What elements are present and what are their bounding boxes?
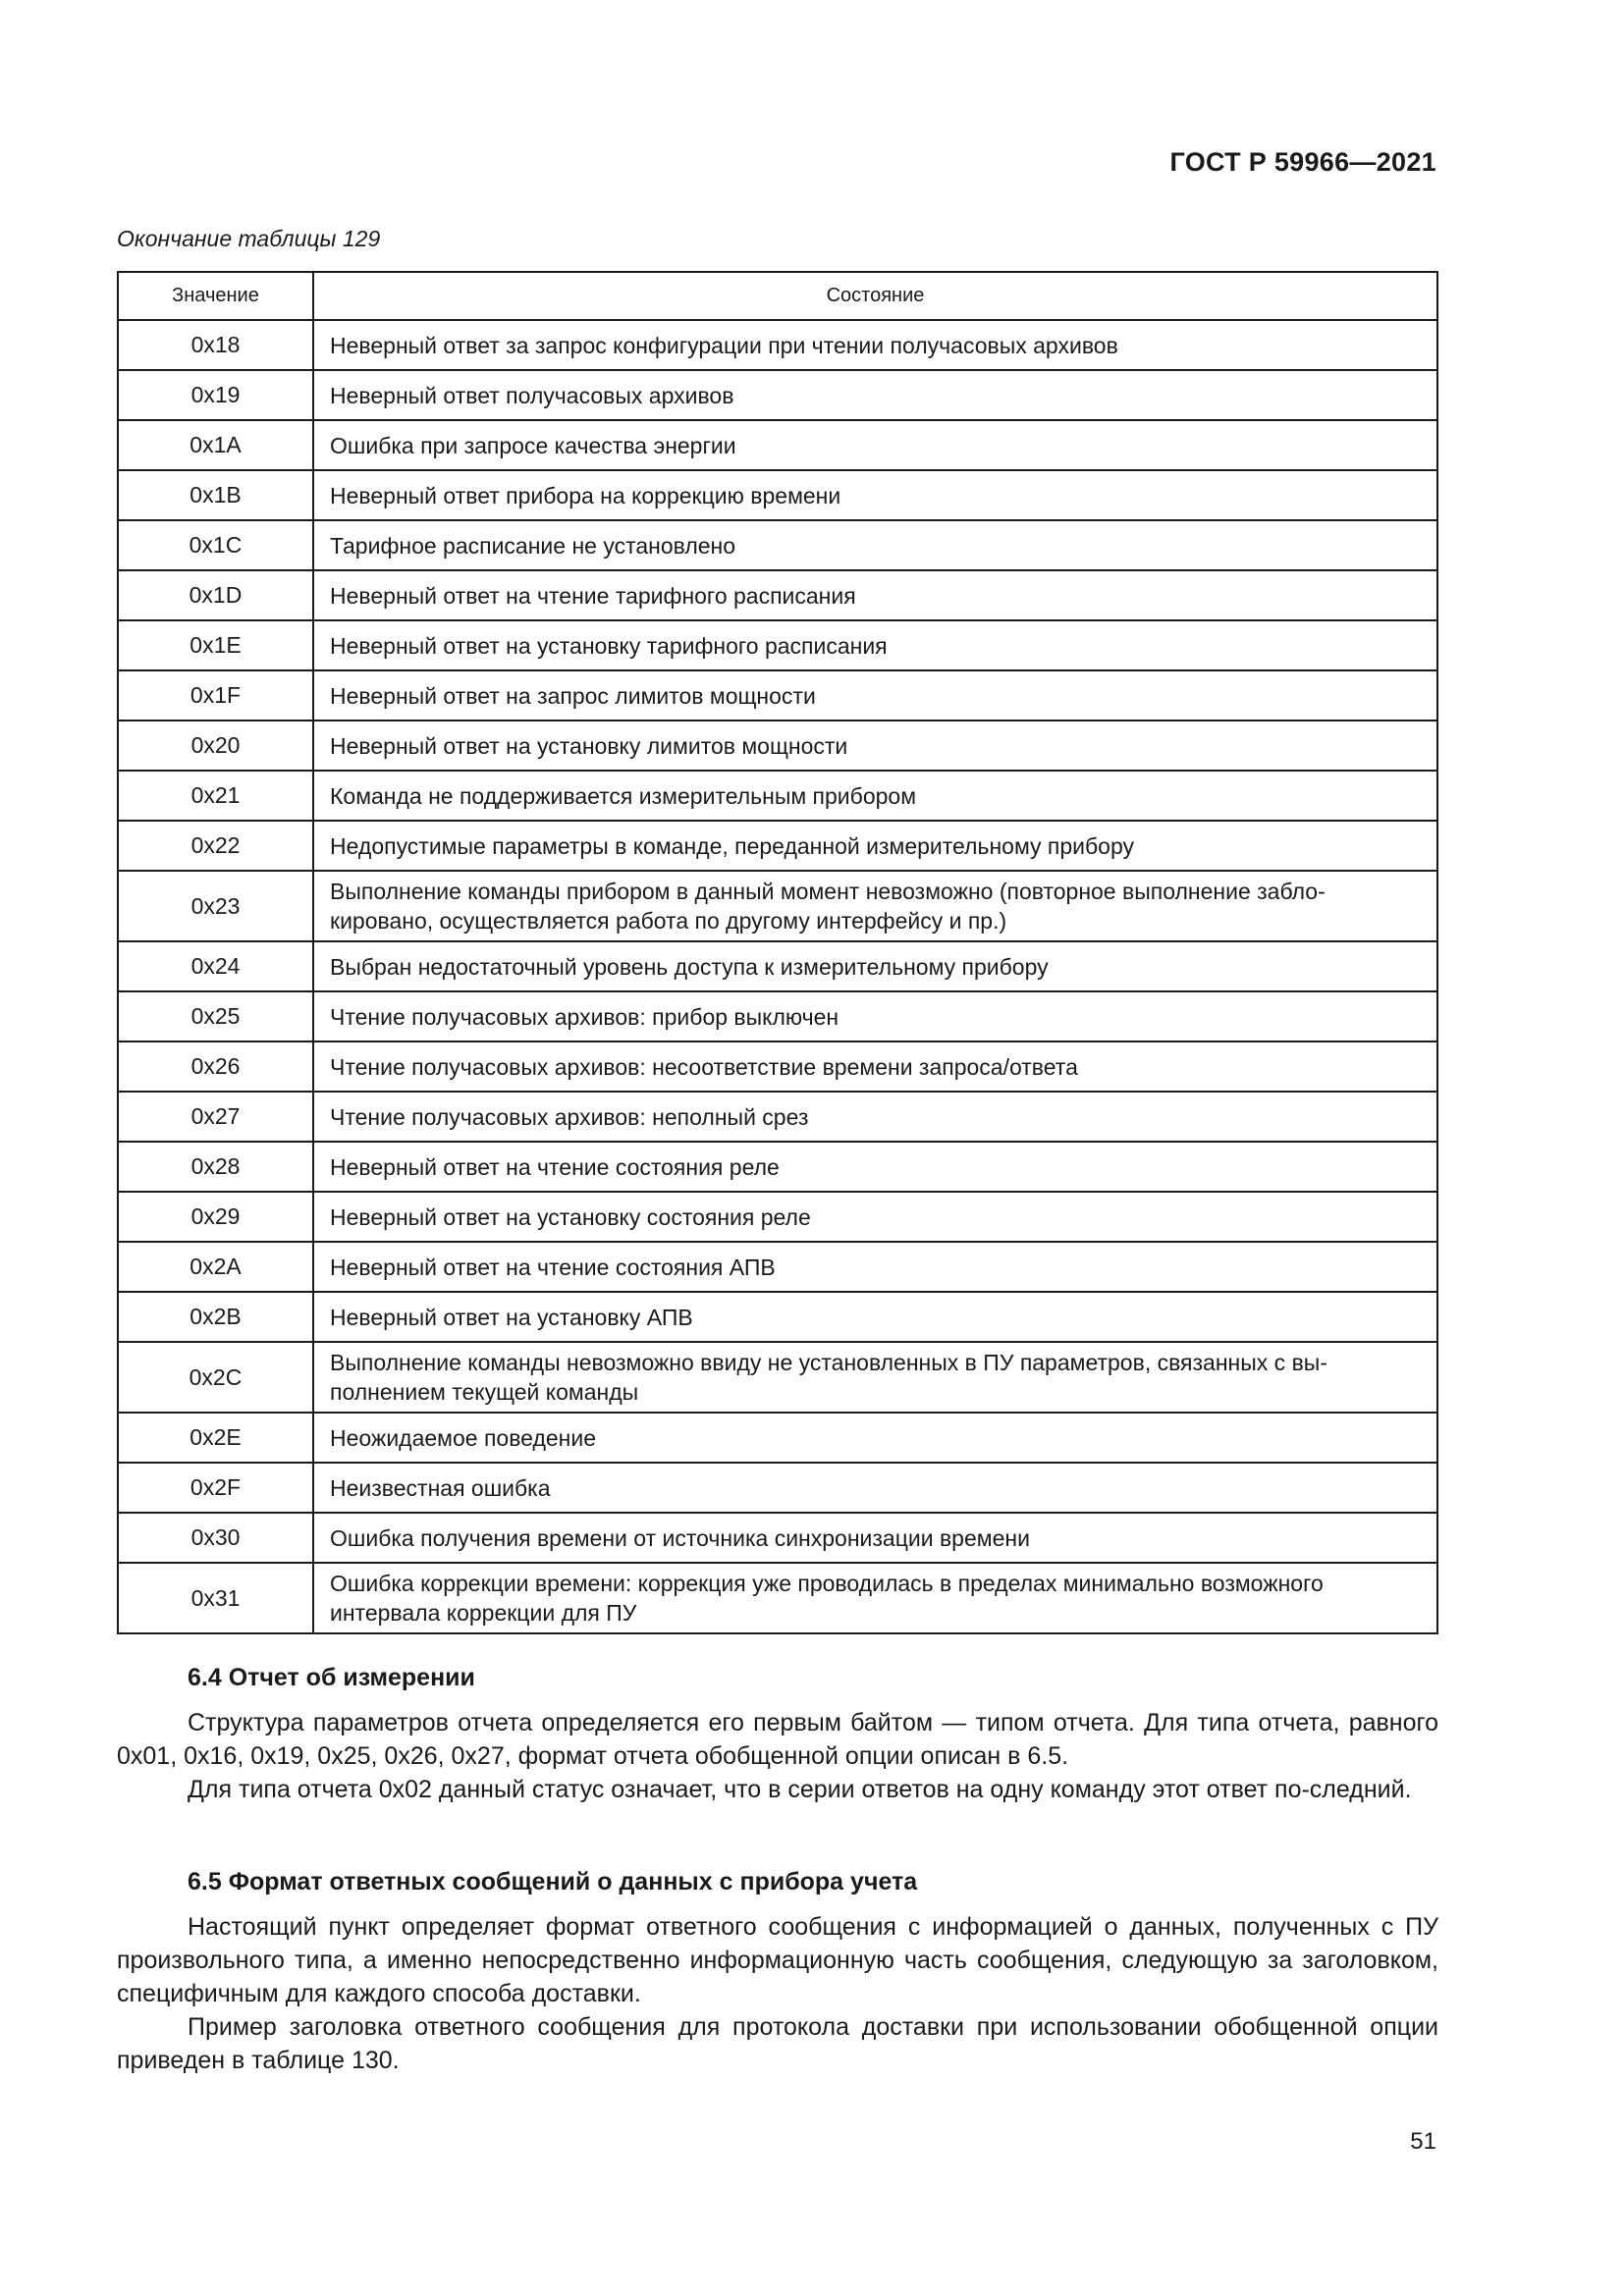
table-row bbox=[118, 1242, 1437, 1292]
cell-state: Ошибка коррекции времени: коррекция уже проводилась в пределах минимально возможного интервала коррекции для ПУ bbox=[313, 1563, 1437, 1633]
table-row bbox=[118, 1041, 1437, 1092]
cell-code: 0x28 bbox=[118, 1142, 313, 1192]
cell-code: 0x30 bbox=[118, 1513, 313, 1563]
column-header-value: Значение bbox=[118, 272, 313, 320]
cell-state: Ошибка при запросе качества энергии bbox=[313, 420, 1437, 470]
table-row bbox=[118, 771, 1437, 821]
cell-state: Неверный ответ на установку лимитов мощности bbox=[313, 721, 1437, 771]
cell-state: Чтение получасовых архивов: неполный срез bbox=[313, 1092, 1437, 1142]
table-row bbox=[118, 721, 1437, 771]
table-header-row bbox=[118, 272, 1437, 320]
table-row bbox=[118, 821, 1437, 871]
cell-state: Неверный ответ на установку АПВ bbox=[313, 1292, 1437, 1342]
table-row bbox=[118, 871, 1437, 941]
table-row bbox=[118, 520, 1437, 570]
table-row bbox=[118, 1413, 1437, 1463]
cell-state: Неверный ответ на установку тарифного расписания bbox=[313, 620, 1437, 670]
cell-code: 0x1E bbox=[118, 620, 313, 670]
table-row bbox=[118, 1092, 1437, 1142]
cell-code: 0x2A bbox=[118, 1242, 313, 1292]
table-caption: Окончание таблицы 129 bbox=[117, 226, 381, 251]
cell-state: Недопустимые параметры в команде, переданной измерительному прибору bbox=[313, 821, 1437, 871]
cell-state: Неверный ответ на запрос лимитов мощности bbox=[313, 670, 1437, 721]
cell-code: 0x1C bbox=[118, 520, 313, 570]
page-number: 51 bbox=[1410, 2128, 1436, 2155]
cell-state: Неверный ответ на чтение состояния АПВ bbox=[313, 1242, 1437, 1292]
paragraph: Пример заголовка ответного сообщения для протокола доставки при использовании обобщенной опции приведен в таблице 130. bbox=[117, 2013, 1438, 2074]
cell-code: 0x1A bbox=[118, 420, 313, 470]
cell-code: 0x1F bbox=[118, 670, 313, 721]
document-standard-header: ГОСТ Р 59966—2021 bbox=[1169, 147, 1436, 177]
table-row bbox=[118, 620, 1437, 670]
table-row bbox=[118, 1292, 1437, 1342]
cell-state: Выполнение команды невозможно ввиду не установленных в ПУ параметров, связанных с вы-полнением текущей команды bbox=[313, 1342, 1437, 1413]
cell-code: 0x19 bbox=[118, 370, 313, 420]
paragraph: Структура параметров отчета определяется его первым байтом — типом отчета. Для типа отчета, равного 0x01, 0x16, 0x19, 0x25, 0x26, 0x27, формат отчета обобщенной опции описан в 6.5. bbox=[117, 1709, 1438, 1770]
section-6-4 bbox=[117, 1661, 1438, 1806]
cell-code: 0x20 bbox=[118, 721, 313, 771]
cell-code: 0x22 bbox=[118, 821, 313, 871]
cell-code: 0x25 bbox=[118, 991, 313, 1041]
cell-code: 0x23 bbox=[118, 871, 313, 941]
cell-state: Неожидаемое поведение bbox=[313, 1413, 1437, 1463]
table-row bbox=[118, 1563, 1437, 1633]
cell-code: 0x18 bbox=[118, 320, 313, 370]
cell-code: 0x21 bbox=[118, 771, 313, 821]
table-row bbox=[118, 470, 1437, 520]
cell-code: 0x2F bbox=[118, 1463, 313, 1513]
cell-code: 0x31 bbox=[118, 1563, 313, 1633]
table-row bbox=[118, 1342, 1437, 1413]
cell-state: Чтение получасовых архивов: прибор выключен bbox=[313, 991, 1437, 1041]
cell-state: Неверный ответ на чтение тарифного расписания bbox=[313, 570, 1437, 620]
cell-state: Выполнение команды прибором в данный момент невозможно (повторное выполнение забло-кировано, осуществляется работа по другому интерфейсу и пр.) bbox=[313, 871, 1437, 941]
status-table bbox=[117, 271, 1438, 1634]
cell-code: 0x29 bbox=[118, 1192, 313, 1242]
cell-code: 0x24 bbox=[118, 941, 313, 991]
cell-code: 0x27 bbox=[118, 1092, 313, 1142]
cell-code: 0x26 bbox=[118, 1041, 313, 1092]
table-row bbox=[118, 941, 1437, 991]
cell-state: Выбран недостаточный уровень доступа к измерительному прибору bbox=[313, 941, 1437, 991]
table-row bbox=[118, 570, 1437, 620]
cell-code: 0x1D bbox=[118, 570, 313, 620]
table-row bbox=[118, 1192, 1437, 1242]
cell-state: Тарифное расписание не установлено bbox=[313, 520, 1437, 570]
cell-state: Чтение получасовых архивов: несоответствие времени запроса/ответа bbox=[313, 1041, 1437, 1092]
table-row bbox=[118, 1463, 1437, 1513]
cell-code: 0x2E bbox=[118, 1413, 313, 1463]
paragraph: Настоящий пункт определяет формат ответного сообщения с информацией о данных, полученных с ПУ произвольного типа, а именно непосредственно информационную часть сообщения, следующую за заголовком, специфичным для каждого способа доставки. bbox=[117, 1913, 1438, 2007]
table-row bbox=[118, 320, 1437, 370]
table-row bbox=[118, 670, 1437, 721]
cell-state: Ошибка получения времени от источника синхронизации времени bbox=[313, 1513, 1437, 1563]
cell-state: Неверный ответ прибора на коррекцию времени bbox=[313, 470, 1437, 520]
section-6-5 bbox=[117, 1865, 1438, 2077]
cell-state: Неверный ответ получасовых архивов bbox=[313, 370, 1437, 420]
table-row bbox=[118, 1513, 1437, 1563]
cell-code: 0x1B bbox=[118, 470, 313, 520]
table-row bbox=[118, 420, 1437, 470]
cell-code: 0x2C bbox=[118, 1342, 313, 1413]
cell-state: Неверный ответ за запрос конфигурации при чтении получасовых архивов bbox=[313, 320, 1437, 370]
column-header-state: Состояние bbox=[313, 272, 1437, 320]
cell-code: 0x2B bbox=[118, 1292, 313, 1342]
section-heading: 6.5 Формат ответных сообщений о данных с прибора учета bbox=[188, 1868, 918, 1896]
cell-state: Неверный ответ на чтение состояния реле bbox=[313, 1142, 1437, 1192]
paragraph: Для типа отчета 0x02 данный статус означает, что в серии ответов на одну команду этот ответ по-следний. bbox=[188, 1776, 1412, 1803]
section-heading: 6.4 Отчет об измерении bbox=[188, 1664, 475, 1691]
table-row bbox=[118, 1142, 1437, 1192]
table-row bbox=[118, 991, 1437, 1041]
cell-state: Неизвестная ошибка bbox=[313, 1463, 1437, 1513]
table-row bbox=[118, 370, 1437, 420]
cell-state: Команда не поддерживается измерительным прибором bbox=[313, 771, 1437, 821]
cell-state: Неверный ответ на установку состояния реле bbox=[313, 1192, 1437, 1242]
